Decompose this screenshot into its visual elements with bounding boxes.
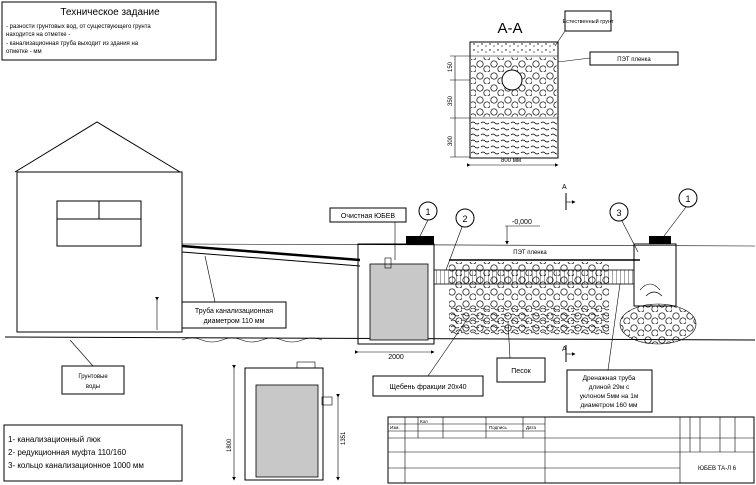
spec-title: Техническое задание (60, 7, 160, 18)
native-soil-label: Естественный грунт (562, 19, 614, 25)
cleaner-label: Очистная ЮБЕВ (340, 213, 396, 220)
spec-line: - разности грунтовых вод, от существующего грунта (6, 24, 151, 30)
cut-mark: А (562, 346, 567, 353)
sand-text: Песок (511, 368, 531, 375)
drain-text: диаметром 160 мм (580, 402, 638, 409)
section-sand-layer (471, 120, 557, 157)
section-dim: 300 (448, 135, 454, 146)
spec-line: находится на отметке - (6, 32, 71, 38)
sand-fill (449, 308, 609, 336)
drawing-name: ЮБЕВ ТА-Л 6 (697, 466, 737, 472)
legend-item: 3- кольцо канализационное 1000 мм (8, 461, 144, 470)
spec-box (2, 2, 216, 60)
gravel-text: Щебень фракции 20х40 (389, 384, 467, 391)
septic-tank (370, 264, 428, 340)
manhole-2 (649, 236, 671, 244)
section-title: А-А (497, 20, 523, 37)
title-block (388, 417, 754, 483)
drain-field (434, 184, 640, 362)
cut-mark: А (562, 184, 567, 191)
spec-line: - канализационная труба выходит из здания на (6, 41, 139, 47)
callout-number: 1 (685, 194, 691, 204)
level-mark: -0,000 (512, 219, 532, 226)
title-header: Подпись (489, 425, 507, 430)
pipe-label-line: Труба канализационная (194, 308, 274, 315)
groundwater-text: Грунтовые (78, 374, 108, 380)
callout-number: 2 (462, 214, 468, 224)
legend-box (4, 425, 182, 481)
tank-dim-left: 1800 (227, 438, 233, 452)
dim-2000: 2000 (388, 354, 404, 361)
spec-line: отметке - мм (6, 49, 42, 55)
section-soil-layer (471, 43, 557, 55)
drain-text: длиной 29м с (588, 384, 630, 391)
pipe-label-line: диаметром 110 мм (203, 318, 265, 325)
section-a-a (448, 11, 678, 165)
drain-text: Дренажная труба (582, 375, 636, 382)
title-header: Изм. (390, 425, 400, 430)
pet-film-label: ПЭТ пленка (513, 250, 547, 256)
tank-detail-body (256, 385, 318, 477)
tank-dim-right: 1351 (341, 431, 347, 445)
section-drain-pipe (502, 70, 522, 90)
legend-item: 2- редукционная муфта 110/160 (8, 448, 127, 457)
callout-number: 3 (616, 208, 622, 218)
section-pet-label: ПЭТ пленка (617, 57, 651, 63)
pipe-label (157, 256, 286, 330)
tank-detail (227, 362, 347, 480)
title-header: Кол (420, 419, 428, 424)
manhole-1 (406, 236, 434, 244)
ring-gravel-mound (620, 304, 696, 344)
drain-pipe (434, 270, 634, 284)
groundwater-text: воды (85, 384, 101, 390)
drain-text: уклоном 5мм на 1м (579, 393, 639, 400)
septic-station (330, 202, 437, 361)
section-dim: 350 (448, 95, 454, 106)
section-width-dim: 800 мм (501, 158, 521, 164)
title-header: Дата (526, 425, 536, 430)
legend-item: 1- канализационный люк (8, 435, 101, 444)
section-dim: 150 (448, 61, 454, 72)
groundwater-label (62, 340, 124, 394)
callout-number: 1 (425, 207, 431, 217)
sewer-ring (610, 189, 697, 344)
